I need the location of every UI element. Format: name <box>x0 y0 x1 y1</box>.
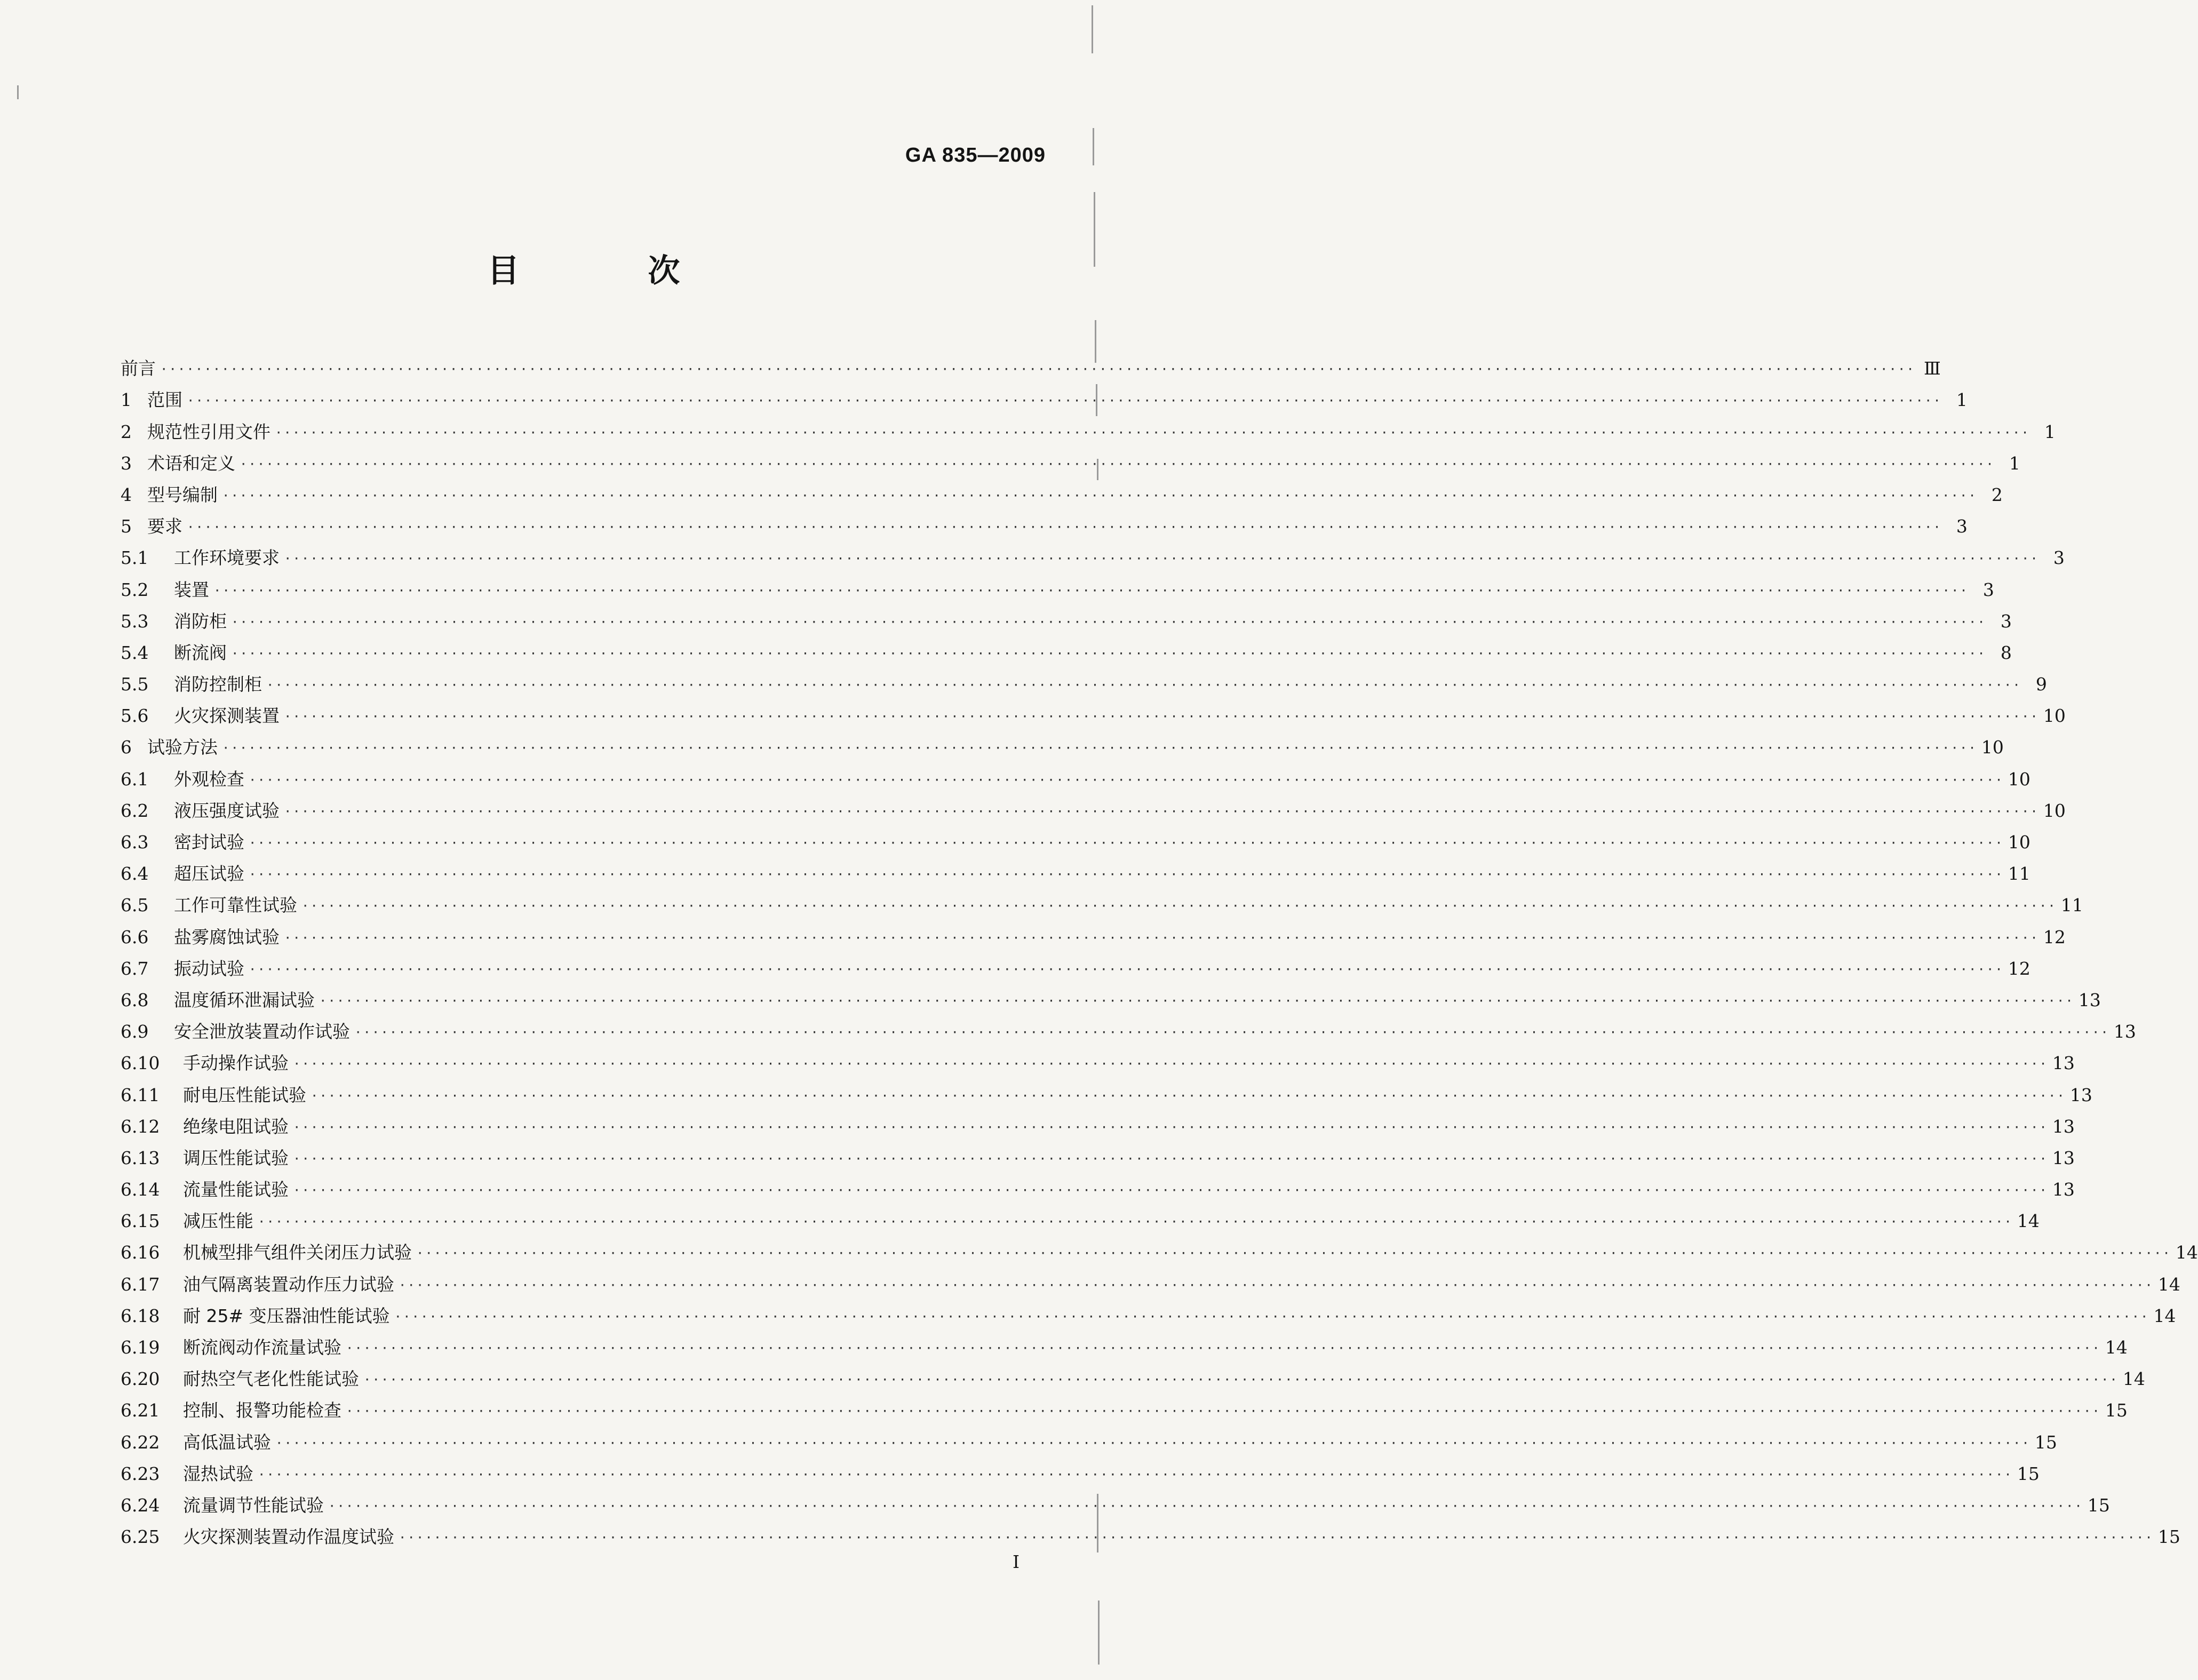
toc-dot-leader: ········································································································································································································ <box>187 393 1942 409</box>
toc-entry[interactable] <box>121 853 2030 885</box>
toc-entry-number: 6.25 <box>121 1526 160 1548</box>
toc-entry-title: 湿热试验 <box>183 1463 253 1484</box>
toc-dot-leader: ········································································································································································································ <box>249 867 2004 882</box>
toc-entry-number: 6.15 <box>121 1211 160 1232</box>
scan-artifact-line <box>1098 1601 1100 1665</box>
toc-entry-number: 5.1 <box>121 547 149 569</box>
toc-entry-number: 6.20 <box>121 1368 160 1390</box>
toc-entry-page: 13 <box>2078 989 2101 1010</box>
toc-entry[interactable] <box>121 632 2012 664</box>
toc-entry[interactable] <box>121 1295 2176 1327</box>
toc-entry-page: 14 <box>2017 1211 2040 1232</box>
toc-entry-title: 火灾探测装置 <box>174 705 280 727</box>
toc-entry-title: 耐电压性能试验 <box>183 1084 306 1105</box>
toc-dot-leader: ········································································································································································································ <box>266 678 2021 693</box>
toc-dot-leader: ········································································································································································································ <box>284 930 2039 945</box>
toc-entry-title: 试验方法 <box>147 737 218 758</box>
toc-dot-leader: ········································································································································································································ <box>363 1372 2119 1388</box>
toc-entry-number: 6.12 <box>121 1116 160 1137</box>
toc-entry-page: 8 <box>2000 642 2012 663</box>
toc-entry-page: 11 <box>2008 863 2030 885</box>
toc-entry-number: 1 <box>121 389 132 411</box>
toc-entry-page: 3 <box>1982 579 1994 600</box>
toc-entry-title: 调压性能试验 <box>183 1147 289 1168</box>
toc-entry-title: 外观检查 <box>174 768 244 790</box>
toc-entry-number: 6.13 <box>121 1147 160 1168</box>
toc-entry[interactable] <box>121 1137 2075 1169</box>
toc-entry-page: 13 <box>2052 1179 2075 1200</box>
toc-dot-leader: ········································································································································································································ <box>213 583 1969 598</box>
toc-entry-title: 要求 <box>147 516 182 537</box>
toc-entry-number: 6.22 <box>121 1431 160 1453</box>
toc-entry[interactable] <box>121 474 2003 506</box>
toc-entry[interactable] <box>121 1042 2075 1074</box>
toc-entry-page: 3 <box>1956 516 1968 537</box>
toc-entry-number: 6.7 <box>121 958 149 979</box>
toc-entry-title: 机械型排气组件关闭压力试验 <box>183 1242 412 1263</box>
toc-entry-number: 6 <box>121 737 132 758</box>
toc-entry-title: 断流阀动作流量试验 <box>183 1337 341 1358</box>
toc-entry-title: 安全泄放装置动作试验 <box>174 1021 350 1042</box>
toc-entry[interactable] <box>121 822 2030 853</box>
toc-entry-title: 装置 <box>174 579 209 600</box>
toc-entry-page: 14 <box>2153 1305 2176 1326</box>
toc-entry-page: 1 <box>2009 452 2020 474</box>
toc-entry[interactable] <box>121 885 2083 916</box>
toc-entry-title: 温度循环泄漏试验 <box>174 989 315 1010</box>
toc-entry[interactable] <box>121 1106 2075 1137</box>
toc-entry-number: 5.6 <box>121 705 149 727</box>
toc-entry-page: 13 <box>2113 1021 2136 1042</box>
toc-entry[interactable] <box>121 1485 2110 1516</box>
toc-dot-leader: ········································································································································································································ <box>284 709 2039 724</box>
toc-dot-leader: ········································································································································································································ <box>249 772 2004 787</box>
toc-entry[interactable] <box>121 1011 2136 1042</box>
toc-entry[interactable] <box>121 664 2047 695</box>
toc-entry-title: 火灾探测装置动作温度试验 <box>183 1526 394 1548</box>
toc-dot-leader: ········································································································································································································ <box>293 1056 2048 1072</box>
toc-entry[interactable] <box>121 1421 2057 1453</box>
toc-entry-number: 6.17 <box>121 1273 160 1295</box>
toc-entry-page: 3 <box>2053 547 2065 569</box>
toc-entry-page: 14 <box>2122 1368 2145 1390</box>
toc-entry-title: 术语和定义 <box>147 452 235 474</box>
toc-dot-leader: ········································································································································································································ <box>346 1404 2101 1419</box>
page-number: I <box>1013 1551 1020 1572</box>
toc-entry-number: 6.6 <box>121 926 149 948</box>
toc-dot-leader: ········································································································································································································ <box>346 1341 2101 1356</box>
toc-entry-title: 耐 25# 变压器油性能试验 <box>183 1305 390 1326</box>
toc-entry-page: 3 <box>2000 610 2012 632</box>
toc-entry-page: 12 <box>2043 926 2066 948</box>
toc-dot-leader: ········································································································································································································ <box>284 551 2039 567</box>
toc-entry-number: 6.24 <box>121 1494 160 1516</box>
toc-entry-page: 10 <box>2008 768 2030 790</box>
toc-entry[interactable] <box>121 506 1968 537</box>
toc-entry-title: 密封试验 <box>174 832 244 853</box>
toc-entry[interactable] <box>121 348 1941 379</box>
toc-entry[interactable] <box>121 1074 2092 1105</box>
toc-entry-number: 6.5 <box>121 895 149 916</box>
toc-entry[interactable] <box>121 1200 2040 1232</box>
toc-entry[interactable] <box>121 411 2056 442</box>
toc-entry-title: 高低温试验 <box>183 1431 271 1453</box>
scan-artifact-line <box>1095 320 1096 363</box>
toc-entry-page: Ⅲ <box>1924 358 1941 379</box>
toc-entry-page: 13 <box>2052 1147 2075 1168</box>
toc-dot-leader: ········································································································································································································ <box>231 614 1986 630</box>
toc-entry-number: 5.4 <box>121 642 149 663</box>
toc-entry[interactable] <box>121 1169 2075 1200</box>
toc-dot-leader: ········································································································································································································ <box>416 1246 2171 1261</box>
toc-entry-number: 5.2 <box>121 579 149 600</box>
toc-entry[interactable] <box>121 980 2101 1011</box>
toc-entry[interactable] <box>121 1453 2040 1485</box>
toc-entry-page: 10 <box>2043 800 2066 821</box>
toc-dot-leader: ········································································································································································································ <box>399 1530 2154 1546</box>
toc-dot-leader: ········································································································································································································ <box>275 1435 2030 1451</box>
toc-entry-title: 液压强度试验 <box>174 800 280 821</box>
toc-entry-title: 油气隔离装置动作压力试验 <box>183 1273 394 1295</box>
toc-entry-page: 1 <box>1956 389 1968 411</box>
toc-entry-page: 13 <box>2052 1053 2075 1074</box>
toc-entry-number: 6.21 <box>121 1400 160 1421</box>
toc-entry-number: 6.8 <box>121 989 149 1010</box>
toc-entry[interactable] <box>121 379 1968 411</box>
toc-entry-title: 前言 <box>121 358 156 379</box>
toc-entry-number: 6.19 <box>121 1337 160 1358</box>
toc-dot-leader: ········································································································································································································ <box>284 803 2039 819</box>
toc-entry-title: 工作可靠性试验 <box>174 895 297 916</box>
toc-entry[interactable] <box>121 443 2020 474</box>
toc-entry-title: 耐热空气老化性能试验 <box>183 1368 359 1390</box>
toc-entry[interactable] <box>121 537 2065 569</box>
toc-entry-page: 15 <box>2105 1400 2128 1421</box>
toc-entry[interactable] <box>121 695 2066 727</box>
toc-dot-leader: ········································································································································································································ <box>301 898 2057 914</box>
toc-entry[interactable] <box>121 1516 2180 1548</box>
toc-entry-page: 12 <box>2008 958 2030 979</box>
toc-entry[interactable] <box>121 1358 2145 1390</box>
toc-entry-page: 13 <box>2052 1116 2075 1137</box>
toc-entry-title: 手动操作试验 <box>183 1053 289 1074</box>
toc-entry[interactable] <box>121 1327 2128 1358</box>
toc-entry[interactable] <box>121 569 1994 600</box>
toc-entry-number: 2 <box>121 421 132 442</box>
toc-dot-leader: ········································································································································································································ <box>222 741 1977 756</box>
toc-entry-title: 减压性能 <box>183 1211 253 1232</box>
toc-dot-leader: ········································································································································································································ <box>354 1025 2109 1040</box>
toc-dot-leader: ········································································································································································································ <box>187 520 1942 535</box>
toc-dot-leader: ········································································································································································································ <box>222 488 1977 503</box>
toc-entry-number: 5 <box>121 516 132 537</box>
scan-artifact-line <box>1093 128 1094 165</box>
toc-entry-number: 6.23 <box>121 1463 160 1484</box>
toc-dot-leader: ········································································································································································································ <box>258 1214 2013 1230</box>
toc-entry-title: 规范性引用文件 <box>147 421 270 442</box>
toc-entry-title: 型号编制 <box>147 484 218 505</box>
toc-entry[interactable] <box>121 1390 2128 1421</box>
toc-entry-page: 2 <box>1991 484 2003 505</box>
toc-dot-leader: ········································································································································································································ <box>160 362 1915 377</box>
toc-dot-leader: ········································································································································································································ <box>328 1498 2083 1514</box>
toc-entry-number: 4 <box>121 484 132 505</box>
toc-entry-title: 断流阀 <box>174 642 227 663</box>
toc-dot-leader: ········································································································································································································ <box>275 425 2030 440</box>
toc-entry-page: 10 <box>1981 737 2004 758</box>
toc-entry-title: 范围 <box>147 389 182 411</box>
toc-entry-title: 流量调节性能试验 <box>183 1494 324 1516</box>
toc-entry-title: 振动试验 <box>174 958 244 979</box>
toc-dot-leader: ········································································································································································································ <box>293 1151 2048 1166</box>
toc-entry-title: 盐雾腐蚀试验 <box>174 926 280 948</box>
toc-entry-number: 6.18 <box>121 1305 160 1326</box>
toc-dot-leader: ········································································································································································································ <box>399 1277 2154 1293</box>
toc-entry-number: 6.1 <box>121 768 149 790</box>
toc-entry-page: 15 <box>2087 1494 2110 1516</box>
toc-entry-title: 流量性能试验 <box>183 1179 289 1200</box>
toc-entry-number: 3 <box>121 452 132 474</box>
document-code: GA 835—2009 <box>905 144 1046 166</box>
toc-dot-leader: ········································································································································································································ <box>240 456 1995 472</box>
toc-entry-page: 13 <box>2069 1084 2092 1105</box>
toc-entry[interactable] <box>121 727 2004 758</box>
toc-entry-number: 6.11 <box>121 1084 160 1105</box>
toc-dot-leader: ········································································································································································································ <box>394 1309 2149 1324</box>
toc-dot-leader: ········································································································································································································ <box>319 993 2074 1008</box>
toc-entry-number: 6.16 <box>121 1242 160 1263</box>
toc-dot-leader: ········································································································································································································ <box>293 1183 2048 1198</box>
scan-artifact-line <box>17 85 19 99</box>
toc-entry-title: 控制、报警功能检查 <box>183 1400 341 1421</box>
toc-dot-leader: ········································································································································································································ <box>231 646 1986 661</box>
toc-entry-page: 15 <box>2017 1463 2040 1484</box>
toc-entry-page: 10 <box>2043 705 2066 727</box>
toc-entry-page: 1 <box>2044 421 2056 442</box>
toc-entry-page: 10 <box>2008 832 2030 853</box>
toc-entry[interactable] <box>121 948 2030 980</box>
toc-dot-leader: ········································································································································································································ <box>249 961 2004 977</box>
toc-dot-leader: ········································································································································································································ <box>258 1467 2013 1482</box>
toc-dot-leader: ········································································································································································································ <box>249 835 2004 850</box>
toc-entry-page: 14 <box>2175 1242 2198 1263</box>
table-of-contents <box>121 348 2198 1548</box>
toc-entry-page: 15 <box>2034 1431 2057 1453</box>
toc-entry-title: 绝缘电阻试验 <box>183 1116 289 1137</box>
toc-entry[interactable] <box>121 601 2012 632</box>
toc-entry[interactable] <box>121 790 2066 822</box>
toc-entry-title: 超压试验 <box>174 863 244 885</box>
toc-entry-number: 6.2 <box>121 800 149 821</box>
toc-entry-number: 5.3 <box>121 610 149 632</box>
toc-entry-page: 9 <box>2035 674 2047 695</box>
toc-entry-number: 6.14 <box>121 1179 160 1200</box>
toc-entry-page: 11 <box>2060 895 2083 916</box>
toc-entry-number: 6.3 <box>121 832 149 853</box>
toc-entry[interactable] <box>121 1263 2180 1295</box>
page-title: 目 次 <box>487 252 739 290</box>
toc-entry[interactable] <box>121 1232 2198 1263</box>
toc-entry-number: 6.9 <box>121 1021 149 1042</box>
scan-artifact-line <box>1092 5 1093 53</box>
toc-entry-page: 14 <box>2105 1337 2128 1358</box>
toc-entry-number: 6.10 <box>121 1053 160 1074</box>
toc-dot-leader: ········································································································································································································ <box>310 1088 2066 1103</box>
toc-entry-page: 15 <box>2157 1526 2180 1548</box>
toc-entry-title: 消防柜 <box>174 610 227 632</box>
toc-entry-number: 6.4 <box>121 863 149 885</box>
toc-entry[interactable] <box>121 758 2030 790</box>
toc-dot-leader: ········································································································································································································ <box>293 1119 2048 1135</box>
toc-entry-number: 5.5 <box>121 674 149 695</box>
toc-entry-title: 工作环境要求 <box>174 547 280 569</box>
toc-entry-page: 14 <box>2157 1273 2180 1295</box>
toc-entry-title: 消防控制柜 <box>174 674 262 695</box>
toc-entry[interactable] <box>121 916 2066 948</box>
